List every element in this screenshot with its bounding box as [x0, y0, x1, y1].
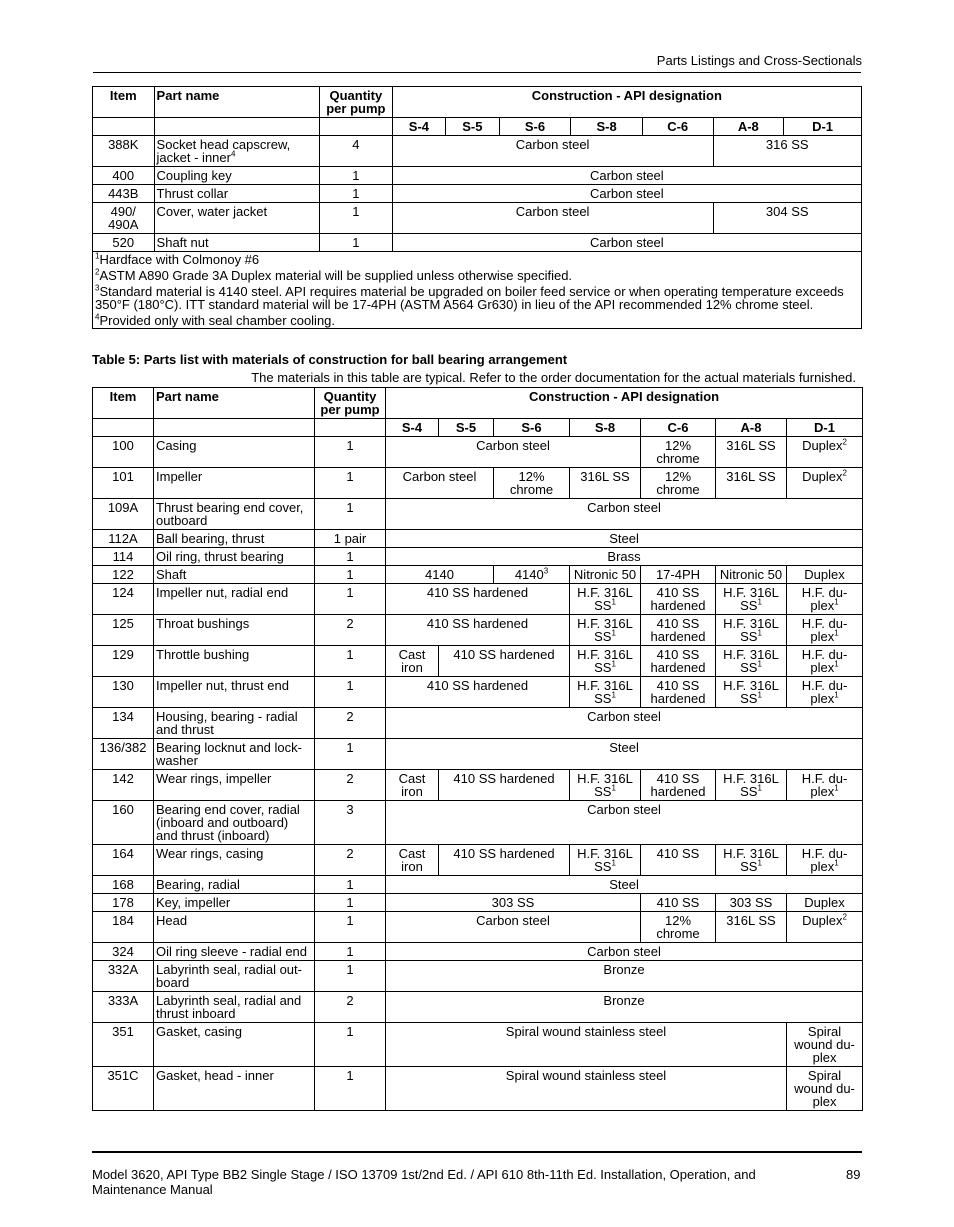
quantity: 1 [315, 894, 386, 912]
material: 410 SS hardened [386, 615, 570, 646]
material: 304 SS [713, 203, 861, 234]
table-header-row [93, 87, 862, 118]
part-name: Casing [154, 437, 315, 468]
quantity: 2 [315, 770, 386, 801]
material: 12% chrome [641, 912, 716, 943]
table-row [93, 615, 863, 646]
col-c6: C-6 [642, 118, 713, 136]
material: Carbon steel [392, 185, 861, 203]
table-row [93, 845, 863, 876]
material: Duplex$^2$ [787, 468, 863, 499]
material: H.F. 316L $SS^1$ [570, 770, 641, 801]
quantity: 1 pair [315, 530, 386, 548]
material: H.F. du-plex$^1$ [787, 646, 863, 677]
material: H.F. 316L $SS^1$ [716, 584, 787, 615]
table-caption: Table 5: Parts list with materials of construction for ball bearing arrangement [92, 352, 568, 367]
item-number: 122 [93, 566, 154, 584]
material: 410 SS hardened [439, 845, 570, 876]
table-row [93, 770, 863, 801]
col-item: Item [93, 388, 154, 419]
footnote: $^4$Provided only with seal chamber cooling. [95, 312, 336, 328]
material: Nitronic 50 [716, 566, 787, 584]
part-name: Labyrinth seal, radial and thrust inboard [154, 992, 315, 1023]
material: 410 SS hardened [641, 677, 716, 708]
material: 303 SS [386, 894, 641, 912]
part-name: Impeller nut, thrust end [154, 677, 315, 708]
item-number: 164 [93, 845, 154, 876]
col-s6: S-6 [494, 419, 570, 437]
material: Spiral wound du-plex [787, 1067, 863, 1111]
material: Nitronic 50 [570, 566, 641, 584]
material: Spiral wound stainless steel [386, 1023, 787, 1067]
table-row [93, 992, 863, 1023]
part-name: Gasket, casing [154, 1023, 315, 1067]
material: H.F. 316L $SS^1$ [716, 615, 787, 646]
item-number: 351 [93, 1023, 154, 1067]
table-row [93, 136, 862, 167]
material: H.F. 316L $SS^1$ [570, 845, 641, 876]
material: 4140$^3$ [494, 566, 570, 584]
material: Carbon steel [392, 234, 861, 252]
page-header-title: Parts Listings and Cross-Sectionals [656, 53, 862, 68]
item-number: 130 [93, 677, 154, 708]
quantity: 2 [315, 615, 386, 646]
parts-list-table [92, 387, 863, 1111]
item-number: 351C [93, 1067, 154, 1111]
material: H.F. 316L $SS^1$ [716, 677, 787, 708]
material: Carbon steel [386, 912, 641, 943]
quantity: 1 [315, 646, 386, 677]
part-name: Labyrinth seal, radial out-board [154, 961, 315, 992]
material: 410 SS hardened [641, 615, 716, 646]
material: 12% chrome [494, 468, 570, 499]
material: Cast iron [386, 845, 439, 876]
material: Carbon steel [386, 708, 863, 739]
table-row [93, 1067, 863, 1111]
material: 410 SS hardened [641, 770, 716, 801]
part-name: Socket head capscrew, jacket - inner$^4$ [154, 136, 319, 167]
item-number: 520 [93, 234, 155, 252]
material: Brass [386, 548, 863, 566]
table-row [93, 584, 863, 615]
table-row [93, 530, 863, 548]
quantity: 4 [320, 136, 393, 167]
footer-text: Model 3620, API Type BB2 Single Stage / ISO 13709 1st/2nd Ed. / API 610 8th-11th Ed. Installation, Operation, and Maintenance Manual [92, 1167, 756, 1197]
table-row [93, 185, 862, 203]
quantity: 1 [315, 1067, 386, 1111]
table-row [93, 677, 863, 708]
table-row [93, 708, 863, 739]
quantity: 1 [315, 468, 386, 499]
table-subheader-row [93, 419, 863, 437]
part-name: Shaft [154, 566, 315, 584]
material: 410 SS hardened [386, 677, 570, 708]
quantity: 1 [315, 961, 386, 992]
table-row [93, 801, 863, 845]
material: 410 SS hardened [439, 770, 570, 801]
material: 410 SS hardened [641, 584, 716, 615]
quantity: 1 [320, 185, 393, 203]
material: 316L SS [570, 468, 641, 499]
quantity: 1 [320, 203, 393, 234]
quantity: 2 [315, 708, 386, 739]
material: 410 SS hardened [386, 584, 570, 615]
col-construction: Construction - API designation [392, 87, 861, 118]
material: Duplex [787, 894, 863, 912]
item-number: 124 [93, 584, 154, 615]
material: 316L SS [716, 468, 787, 499]
table-row [93, 203, 862, 234]
item-number: 100 [93, 437, 154, 468]
part-name: Shaft nut [154, 234, 319, 252]
material: Carbon steel [386, 499, 863, 530]
quantity: 1 [315, 584, 386, 615]
material: Spiral wound stainless steel [386, 1067, 787, 1111]
part-name: Oil ring, thrust bearing [154, 548, 315, 566]
material: Bronze [386, 992, 863, 1023]
material: Bronze [386, 961, 863, 992]
col-part-name: Part name [154, 87, 319, 118]
col-s8: S-8 [571, 118, 643, 136]
part-name: Oil ring sleeve - radial end [154, 943, 315, 961]
item-number: 443B [93, 185, 155, 203]
parts-table-continued [92, 86, 862, 329]
material: Duplex$^2$ [787, 912, 863, 943]
part-name: Thrust bearing end cover, outboard [154, 499, 315, 530]
material: Carbon steel [386, 437, 641, 468]
item-number: 388K [93, 136, 155, 167]
footnote: $^3$Standard material is 4140 steel. API requires material be upgraded on boiler feed service or when operating temperature exceeds 350°F (180°C). ITT standard material will be 17-4PH (ASTM A564 Gr630) in lieu of the API recommended 12% chrome steel. [95, 283, 844, 312]
item-number: 134 [93, 708, 154, 739]
item-number: 400 [93, 167, 155, 185]
item-number: 324 [93, 943, 154, 961]
material: H.F. 316L $SS^1$ [716, 646, 787, 677]
quantity: 1 [315, 912, 386, 943]
material: 303 SS [716, 894, 787, 912]
material: 316L SS [716, 912, 787, 943]
table-row [93, 894, 863, 912]
item-number: 332A [93, 961, 154, 992]
material: H.F. 316L $SS^1$ [716, 845, 787, 876]
quantity: 1 [315, 739, 386, 770]
material: Steel [386, 876, 863, 894]
footnotes [93, 252, 862, 329]
table-row [93, 1023, 863, 1067]
part-name: Bearing locknut and lock-washer [154, 739, 315, 770]
footer-rule [92, 1151, 862, 1153]
col-quantity: Quantity per pump [320, 87, 393, 118]
table-row [93, 499, 863, 530]
page-number: 89 [846, 1167, 861, 1182]
material: Duplex$^2$ [787, 437, 863, 468]
material: H.F. du-plex$^1$ [787, 615, 863, 646]
part-name: Head [154, 912, 315, 943]
part-name: Housing, bearing - radial and thrust [154, 708, 315, 739]
item-number: 490/ 490A [93, 203, 155, 234]
part-name: Bearing, radial [154, 876, 315, 894]
material: H.F. du-plex$^1$ [787, 845, 863, 876]
material: Carbon steel [386, 943, 863, 961]
part-name: Thrust collar [154, 185, 319, 203]
material: 316 SS [713, 136, 861, 167]
quantity: 1 [315, 437, 386, 468]
material: Duplex [787, 566, 863, 584]
quantity: 2 [315, 992, 386, 1023]
col-construction: Construction - API designation [386, 388, 863, 419]
table-row [93, 943, 863, 961]
table-row [93, 468, 863, 499]
table-row [93, 234, 862, 252]
material: 410 SS [641, 845, 716, 876]
quantity: 1 [315, 499, 386, 530]
material: H.F. 316L $SS^1$ [716, 770, 787, 801]
material: H.F. 316L $SS^1$ [570, 677, 641, 708]
material: 410 SS hardened [641, 646, 716, 677]
material: Carbon steel [392, 203, 713, 234]
col-s5: S-5 [446, 118, 499, 136]
table-row [93, 566, 863, 584]
col-s6: S-6 [499, 118, 571, 136]
material: Cast iron [386, 770, 439, 801]
quantity: 1 [315, 1023, 386, 1067]
material: 17-4PH [641, 566, 716, 584]
col-c6: C-6 [641, 419, 716, 437]
material: H.F. du-plex$^1$ [787, 677, 863, 708]
quantity: 1 [315, 876, 386, 894]
quantity: 1 [320, 167, 393, 185]
material: H.F. 316L $SS^1$ [570, 615, 641, 646]
part-name: Throat bushings [154, 615, 315, 646]
table-row [93, 739, 863, 770]
col-d1: D-1 [784, 118, 862, 136]
quantity: 1 [320, 234, 393, 252]
table-header-row [93, 388, 863, 419]
item-number: 101 [93, 468, 154, 499]
material: Cast iron [386, 646, 439, 677]
material: Carbon steel [392, 136, 713, 167]
part-name: Gasket, head - inner [154, 1067, 315, 1111]
col-d1: D-1 [787, 419, 863, 437]
part-name: Key, impeller [154, 894, 315, 912]
item-number: 136/382 [93, 739, 154, 770]
quantity: 1 [315, 548, 386, 566]
material: H.F. du-plex$^1$ [787, 584, 863, 615]
material: H.F. du-plex$^1$ [787, 770, 863, 801]
table-row [93, 548, 863, 566]
item-number: 114 [93, 548, 154, 566]
item-number: 109A [93, 499, 154, 530]
part-name: Coupling key [154, 167, 319, 185]
item-number: 168 [93, 876, 154, 894]
part-name: Impeller [154, 468, 315, 499]
material: 410 SS hardened [439, 646, 570, 677]
part-name: Throttle bushing [154, 646, 315, 677]
quantity: 1 [315, 677, 386, 708]
col-part-name: Part name [154, 388, 315, 419]
part-name: Bearing end cover, radial (inboard and outboard) and thrust (inboard) [154, 801, 315, 845]
table-row [93, 437, 863, 468]
part-name: Wear rings, casing [154, 845, 315, 876]
material: 410 SS [641, 894, 716, 912]
item-number: 178 [93, 894, 154, 912]
material: Carbon steel [392, 167, 861, 185]
material: Carbon steel [386, 468, 494, 499]
material: H.F. 316L $SS^1$ [570, 584, 641, 615]
item-number: 125 [93, 615, 154, 646]
part-name: Wear rings, impeller [154, 770, 315, 801]
item-number: 160 [93, 801, 154, 845]
material: 4140 [386, 566, 494, 584]
part-name: Ball bearing, thrust [154, 530, 315, 548]
table-note: The materials in this table are typical. Refer to the order documentation for the actual materials furnished. [251, 370, 856, 385]
item-number: 112A [93, 530, 154, 548]
col-s4: S-4 [392, 118, 445, 136]
table-row [93, 961, 863, 992]
table-row [93, 167, 862, 185]
material: 12% chrome [641, 468, 716, 499]
quantity: 3 [315, 801, 386, 845]
material: Steel [386, 739, 863, 770]
item-number: 129 [93, 646, 154, 677]
col-a8: A-8 [713, 118, 784, 136]
material: H.F. 316L $SS^1$ [570, 646, 641, 677]
quantity: 1 [315, 566, 386, 584]
footnotes-row [93, 252, 862, 329]
col-a8: A-8 [716, 419, 787, 437]
material: Steel [386, 530, 863, 548]
table-row [93, 646, 863, 677]
item-number: 333A [93, 992, 154, 1023]
quantity: 1 [315, 943, 386, 961]
item-number: 184 [93, 912, 154, 943]
material: 12% chrome [641, 437, 716, 468]
col-s5: S-5 [439, 419, 494, 437]
table-row [93, 912, 863, 943]
header-rule [93, 72, 861, 73]
item-number: 142 [93, 770, 154, 801]
col-s4: S-4 [386, 419, 439, 437]
table-subheader-row [93, 118, 862, 136]
material: 316L SS [716, 437, 787, 468]
footnote: $^2$ASTM A890 Grade 3A Duplex material will be supplied unless otherwise specified. [95, 267, 573, 283]
part-name: Cover, water jacket [154, 203, 319, 234]
material: Carbon steel [386, 801, 863, 845]
table-row [93, 876, 863, 894]
col-s8: S-8 [570, 419, 641, 437]
col-quantity: Quantity per pump [315, 388, 386, 419]
part-name: Impeller nut, radial end [154, 584, 315, 615]
footnote: $^1$Hardface with Colmonoy #6 [95, 251, 260, 267]
col-item: Item [93, 87, 155, 118]
quantity: 2 [315, 845, 386, 876]
material: Spiral wound du-plex [787, 1023, 863, 1067]
